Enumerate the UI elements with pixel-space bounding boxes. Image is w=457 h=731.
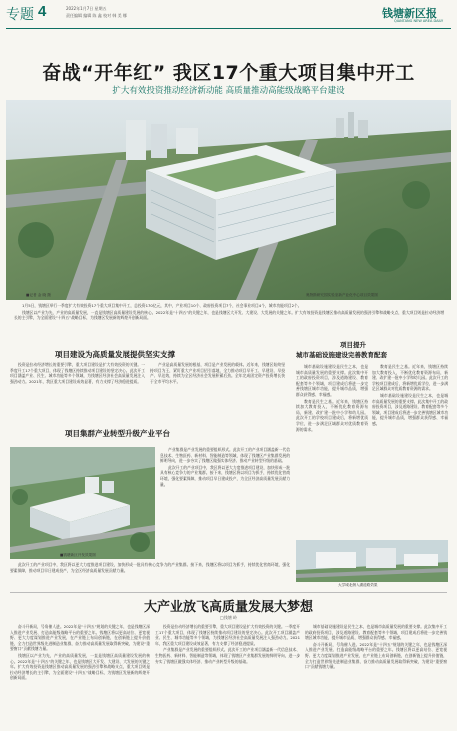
bottom-text-2: 投资是拉动经济增长的重要引擎，重大项目建设是扩大有效投资的关键。一季度开工17个重大项目，体现了钱塘区持续推动项目建设的坚定决心。此次开工项目涵盖产业、民生、城市功能等多个领域，为钱塘区经济社会高质量发展注入强劲动力。2021年，我区重大项目建设成效显著，有力支撑了经济稳进提质。 <box>155 624 300 646</box>
section3-left-text: 城市基础设施建设是民生之本，也是城市高质量发展的重要支撑。此次集中开工的政府投资项目，涉及道路建设、教育配套等多个领域，项目建成后将进一步完善钱塘区城市功能，提升城市品质，增强群众获得感、幸福感。 <box>296 364 368 397</box>
header-rule <box>6 28 451 29</box>
page-number: 4 <box>38 3 47 20</box>
section2-bottom-paragraph: 此次开工的产业项目中，我区将以更大力度推进项目建设，加快形成一批具有核心竞争力的产业集群。接下来，钱塘区将以项目为抓手，持续优化营商环境，强化要素保障，推动项目早日建成投产，为全区经济高质量发展贡献力量。 <box>10 562 290 573</box>
section1-left-column <box>10 362 145 420</box>
section3-right-text: 教育是民生之基。近年来，钱塘区持续加大教育投入，不断优化教育资源布局，新建、改扩建一批中小学和幼儿园。此次开工的学校项目建成后，将新增优质学位，进一步满足区域群众对优质教育资源的需求。 <box>372 364 448 392</box>
industrial-park-rendering <box>10 447 155 559</box>
bottom-column-2 <box>155 624 300 728</box>
bottom-text-3: 城市基础设施建设是民生之本，也是城市高质量发展的重要支撑。此次集中开工的政府投资项目，涉及道路建设、教育配套等多个领域，项目建成后将进一步完善钱塘区城市功能，提升城市品质，增强群众获得感、幸福感。 <box>305 624 447 641</box>
lead-paragraph-1: 1月5日，钱塘区举行一季度扩大有效投资17个重大项目集中开工，总投资170亿元，其中，产业项目10个、政府投资项目7个，社会事业项目4个，城市功能项目2个。 <box>22 303 302 308</box>
editor-line: 责任编辑 编辑 陈 鑫 校对 韩 美 娜 <box>66 13 127 18</box>
section2-heading: 项目集群产业转型升级产业平台 <box>65 429 170 438</box>
section1-left-text: 投资是拉动经济增长的重要引擎，重大项目建设是扩大有效投资的关键。一季度开工17个重大项目，体现了钱塘区持续推动项目建设的坚定决心。此次开工项目涵盖产业、民生、城市功能等多个领域，为钱塘区经济社会高质量发展注入强劲动力。2021年，我区重大项目建设成效显著，有力支撑了经济稳进提质。 <box>10 362 145 384</box>
section1-right-column <box>150 362 285 420</box>
hero-aerial-image <box>6 100 451 300</box>
page-header <box>0 0 457 30</box>
newspaper-brand-logo: 钱塘新区报 <box>382 7 437 20</box>
section2-middle-text: 产业集群是产业发展的重要组织形式。此次开工的产业项目涵盖新一代信息技术、生物医药、新材料、智能制造等领域，体现了钱塘区产业集群发展的鲜明导向，进一步夯实了钱塘区做强实体经济、推动产业转型升级的基础。 <box>160 447 290 464</box>
newspaper-brand-en: QIANTANG NEW AREA DAILY <box>394 19 444 23</box>
section3-right-column <box>372 364 448 540</box>
bottom-headline: 大产业放飞高质量发展大梦想 <box>143 600 313 615</box>
section1-right-text: 产业是高质量发展的根基，项目是产业发展的载体。近年来，钱塘区始终坚持项目为王，紧盯重大产业项目招引落地，全力推动项目早开工、早建设、早投产、早达效，持续为全区经济社会发展积蓄后劲。全年完成固定资产投资增长快于全市平均水平。 <box>150 362 285 384</box>
hero-caption: 奥特斯研究园实验室新产业化中心项目效果图 <box>306 293 378 297</box>
section-label: 专题 <box>6 6 34 22</box>
bottom-divider <box>10 592 447 593</box>
issue-date: 2022年1月7日 星期五 <box>66 6 107 11</box>
section3-heading-line1: 项目提升 <box>340 341 366 349</box>
section2-middle-text-2: 此次开工的产业项目中，我区将以更大力度推进项目建设，加快形成一批具有核心竞争力的产业集群。接下来，钱塘区将以项目为抓手，持续优化营商环境，强化要素保障，推动项目早日建成投产，为全区经济高质量发展贡献力量。 <box>160 464 290 487</box>
section3-left-text-2: 教育是民生之基。近年来，钱塘区持续加大教育投入，不断优化教育资源布局，新建、改扩建一批中小学和幼儿园。此次开工的学校项目建成后，将新增优质学位，进一步满足区域群众对优质教育资源的需求。 <box>296 398 368 432</box>
section3-image-caption: 大学城北侧入湖道路效果 <box>338 583 378 587</box>
road-rendering-image <box>296 540 448 588</box>
bottom-text-3b: 奋斗开新局，号角催人进。2022年是“十四五”规划的关键之年，也是钱塘区深入推进产业发展、打造高能级战略平台的重要之年。钱塘区将以更高站位、更宽视野、更大力度谋划推进产业发展，在产业链上布局创新链，在创新链上提升价值链，全力打造世界级先进制造业集群，奋力推动高质量发展取得新突破，为建设“重要窗口”贡献钱塘力量。 <box>305 641 447 670</box>
section3-left-column <box>296 364 368 540</box>
main-subtitle: 扩大有效投资推动经济新动能 高质量推动高能级战略平台建设 <box>112 86 345 96</box>
section2-bottom-text <box>10 562 290 588</box>
hero-photo-credit: ■记者 金 晓 摄 <box>26 293 51 297</box>
bottom-text-1b: 钱塘区以产业为先，产业的高质量发展，一直是钱塘区高质量建设发展的核心。2022年是“十四五”的关键之年，也是钱塘区大开发、大建设、大发展的关键之年。扩大有效投资是钱塘区推动高质量发展的强劲引擎和战略支点，重大项目则是拉动经济增长的主引擎，为全面建设“十四五”战略目标，为钱塘区发展新的辉煌开创新局面。 <box>10 652 150 681</box>
lead-text <box>14 303 444 339</box>
section2-middle-column <box>160 447 290 559</box>
section2-image-caption: ■钱塘新区开发效果图 <box>60 553 96 557</box>
aerial-rendering-illustration <box>6 100 451 300</box>
bottom-column-1 <box>10 624 150 728</box>
bottom-author: □钱塘 岭 <box>219 615 238 620</box>
bottom-column-3 <box>305 624 447 728</box>
section3-heading-line2: 城市基础设施建设完善教育配套 <box>296 351 387 359</box>
main-headline: 奋战“开年红” 我区17个重大项目集中开工 <box>42 62 415 84</box>
bottom-text-1: 奋斗开新局，号角催人进。2022年是“十四五”规划的关键之年，也是钱塘区深入推进产业发展、打造高能级战略平台的重要之年。钱塘区将以更高站位、更宽视野、更大力度谋划推进产业发展，在产业链上布局创新链，在创新链上提升价值链，全力打造世界级先进制造业集群，奋力推动高质量发展取得新突破，为建设“重要窗口”贡献钱塘力量。 <box>10 624 150 652</box>
section3-right-text-2: 城市基础设施建设是民生之本，也是城市高质量发展的重要支撑。此次集中开工的政府投资项目，涉及道路建设、教育配套等多个领域，项目建成后将进一步完善钱塘区城市功能，提升城市品质，增强群众获得感、幸福感。 <box>372 392 448 426</box>
section1-heading: 项目建设为高质量发展提供坚实支撑 <box>55 350 175 359</box>
bottom-text-2b: 产业集群是产业发展的重要组织形式。此次开工的产业项目涵盖新一代信息技术、生物医药、新材料、智能制造等领域，体现了钱塘区产业集群发展的鲜明导向，进一步夯实了钱塘区做强实体经济、推动产业转型升级的基础。 <box>155 647 300 664</box>
lead-paragraph-2: 钱塘区以产业为先，产业的高质量发展，一直是钱塘区高质量建设发展的核心。2022年是“十四五”的关键之年，也是钱塘区大开发、大建设、大发展的关键之年。扩大有效投资是钱塘区推动高质量发展的强劲引擎和战略支点，重大项目则是拉动经济增长的主引擎，为全面建设“十四五”战略目标，为钱塘区发展新的辉煌开创新局面。 <box>14 309 444 321</box>
